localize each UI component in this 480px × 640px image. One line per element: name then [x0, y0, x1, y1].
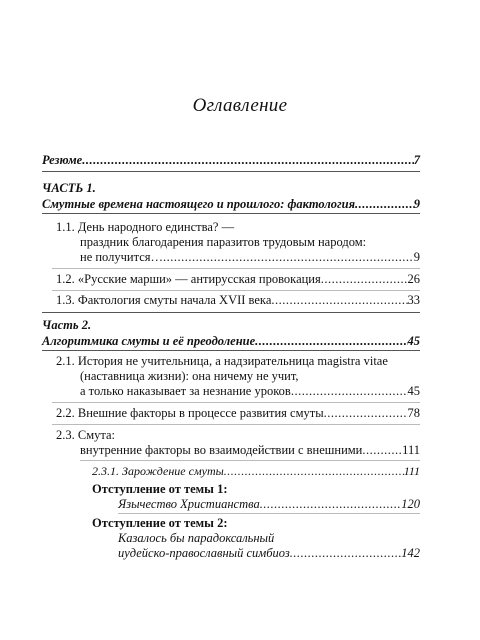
- toc-page-number: 45: [407, 334, 420, 348]
- toc-entry-label: не получится…: [80, 250, 164, 264]
- toc-entry-label: Смутные времена настоящего и прошлого: фактология: [42, 197, 356, 211]
- toc-title: Оглавление: [192, 95, 288, 116]
- divider: [42, 171, 420, 172]
- toc-entry-line[interactable]: 2.1. История не учительница, а надзирательница magistra vitae: [56, 354, 388, 368]
- toc-page-number: 26: [407, 272, 420, 286]
- toc-entry-line[interactable]: 1.1. День народного единства? —: [56, 220, 235, 234]
- toc-page-number: 142: [401, 546, 420, 560]
- toc-entry-label: Язычество Христианства: [118, 497, 260, 511]
- dot-leader: [163, 250, 414, 265]
- dot-leader: [271, 293, 407, 308]
- dot-leader: [321, 272, 408, 287]
- digression-heading: Отступление от темы 1:: [92, 482, 228, 496]
- toc-entry-label: иудейско-православный симбиоз: [118, 546, 290, 560]
- divider: [80, 460, 420, 461]
- toc-entry-label: 1.2. «Русские марши» — антирусская провокация: [56, 272, 321, 286]
- toc-page-number: 111: [402, 443, 420, 457]
- toc-entry-2-3[interactable]: [80, 443, 420, 458]
- divider: [52, 424, 420, 425]
- divider: [42, 312, 420, 313]
- toc-entry-1-3[interactable]: [56, 293, 420, 308]
- toc-page-number: 120: [401, 497, 420, 511]
- toc-entry-line[interactable]: 2.3. Смута:: [56, 428, 116, 442]
- toc-page-number: 7: [413, 153, 420, 167]
- digression-heading: Отступление от темы 2:: [92, 516, 228, 530]
- divider: [52, 268, 420, 269]
- toc-page-number: 45: [407, 384, 420, 398]
- toc-entry-label: 1.3. Фактология смуты начала XVII века: [56, 293, 272, 307]
- divider: [118, 513, 420, 514]
- toc-page-number: 9: [413, 197, 420, 211]
- divider: [42, 350, 420, 351]
- dot-leader: [355, 197, 414, 212]
- toc-entry-2-3-1[interactable]: [92, 464, 420, 479]
- toc-entry-label: 2.2. Внешние факторы в процессе развития смуты: [56, 406, 324, 420]
- dot-leader: [82, 153, 414, 168]
- divider: [52, 402, 420, 403]
- dot-leader: [224, 464, 404, 479]
- toc-entry-part1[interactable]: [42, 197, 420, 212]
- toc-page-number: 9: [413, 250, 420, 264]
- dot-leader: [255, 334, 407, 349]
- toc-entry-digression-1[interactable]: [118, 497, 420, 512]
- toc-entry-line[interactable]: (наставница жизни): она ничему не учит,: [80, 369, 299, 383]
- toc-entry-digression-2[interactable]: [118, 546, 420, 561]
- toc-entry-line[interactable]: Казалось бы парадоксальный: [118, 531, 275, 545]
- dot-leader: [290, 546, 401, 561]
- toc-page-number: 78: [407, 406, 420, 420]
- toc-entry-part2[interactable]: [42, 334, 420, 349]
- toc-entry-label: 2.3.1. Зарождение смуты: [92, 464, 224, 478]
- toc-entry-label: внутренние факторы во взаимодействии с внешними: [80, 443, 363, 457]
- divider: [52, 290, 420, 291]
- toc-entry-2-1[interactable]: [80, 384, 420, 399]
- part-heading: Часть 2.: [42, 318, 92, 332]
- dot-leader: [324, 406, 408, 421]
- toc-entry-2-2[interactable]: [56, 406, 420, 421]
- toc-entry-1-2[interactable]: [56, 272, 420, 287]
- toc-entry-line[interactable]: праздник благодарения паразитов трудовым народом:: [80, 235, 367, 249]
- toc-entry-1-1[interactable]: [80, 250, 420, 265]
- divider: [42, 213, 420, 214]
- toc-entry-label: а только наказывает за незнание уроков: [80, 384, 291, 398]
- toc-entry-resume[interactable]: [42, 153, 420, 168]
- dot-leader: [291, 384, 408, 399]
- toc-page-number: 111: [403, 464, 420, 478]
- dot-leader: [362, 443, 402, 458]
- dot-leader: [260, 497, 402, 512]
- toc-entry-label: Резюме: [42, 153, 83, 167]
- toc-entry-label: Алгоритмика смуты и её преодоление: [42, 334, 256, 348]
- toc-page-number: 33: [407, 293, 420, 307]
- part-heading: ЧАСТЬ 1.: [42, 181, 96, 195]
